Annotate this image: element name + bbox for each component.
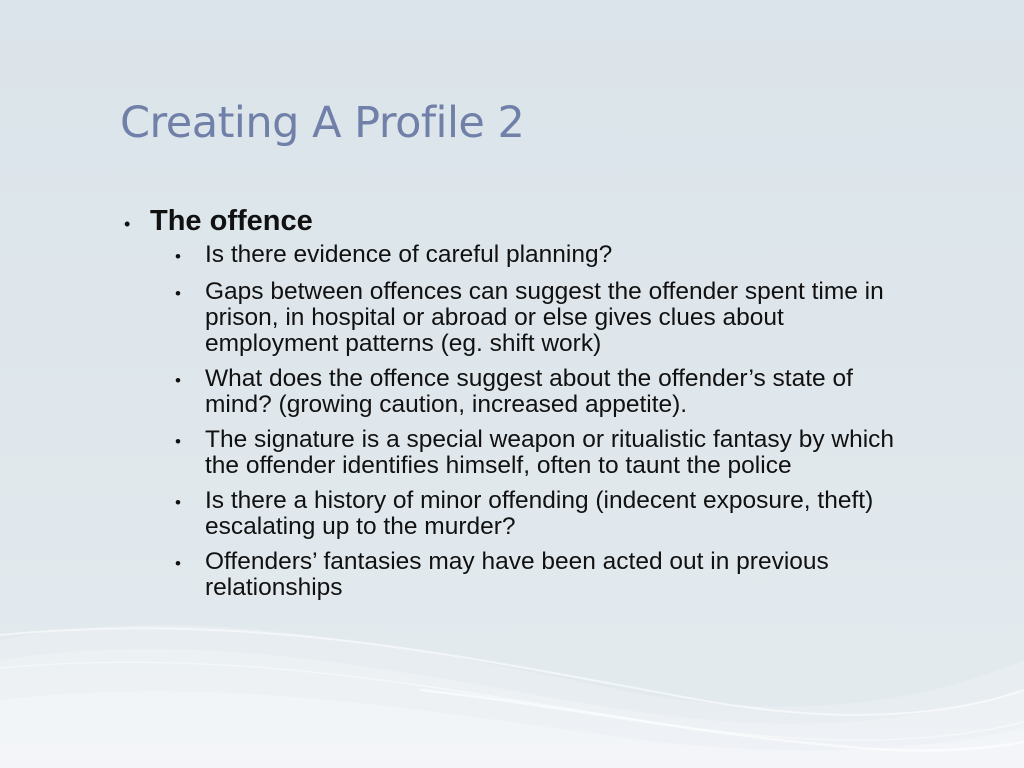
main-bullet-text: The offence <box>150 205 313 237</box>
list-item <box>172 366 912 418</box>
bullet-icon: • <box>175 247 181 266</box>
list-item <box>172 488 912 540</box>
bullet-icon: • <box>175 554 181 573</box>
list-item <box>172 549 912 601</box>
bullet-icon: • <box>175 432 181 451</box>
list-item-text: Gaps between offences can suggest the offender spent time in prison, in hospital or abroad or else gives clues about employment patterns (eg. shift work) <box>205 278 884 357</box>
list-item-text: Is there evidence of careful planning? <box>205 241 613 268</box>
slide-title: Creating A Profile 2 <box>120 98 525 148</box>
list-item-text: The signature is a special weapon or ritualistic fantasy by which the offender identifies himself, often to taunt the police <box>205 426 895 479</box>
list-item <box>172 242 912 270</box>
bullet-icon: • <box>175 493 181 512</box>
slide-content <box>124 205 924 610</box>
bullet-icon: • <box>175 284 181 303</box>
list-item-text: What does the offence suggest about the offender’s state of mind? (growing caution, increased appetite). <box>205 365 853 418</box>
bullet-icon: • <box>175 371 181 390</box>
list-item <box>172 427 912 479</box>
list-item-text: Offenders’ fantasies may have been acted out in previous relationships <box>205 548 829 601</box>
main-bullet <box>124 205 924 238</box>
list-item <box>172 279 912 357</box>
list-item-text: Is there a history of minor offending (indecent exposure, theft) escalating up to the murder? <box>205 487 874 540</box>
bullet-icon: • <box>124 214 131 234</box>
sub-bullet-list <box>124 242 924 601</box>
